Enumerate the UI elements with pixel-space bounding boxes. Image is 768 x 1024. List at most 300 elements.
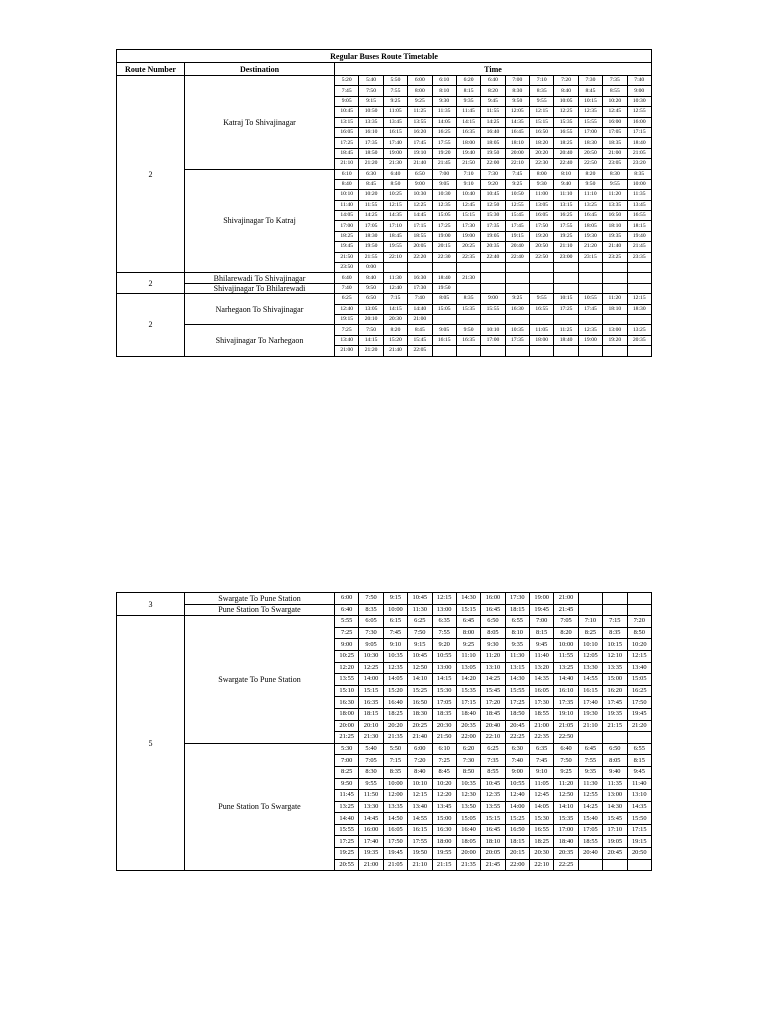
time-cell: 21:05 (554, 720, 578, 732)
time-cell: 8:30 (359, 766, 383, 778)
time-cell: 16:45 (578, 211, 602, 221)
time-cell: 20:20 (383, 720, 407, 732)
time-cell: 8:00 (408, 86, 432, 96)
time-cell: 7:55 (578, 755, 602, 767)
time-cell: 23:15 (578, 252, 602, 262)
time-cell: 19:55 (383, 242, 407, 252)
time-cell: 18:00 (335, 708, 359, 720)
time-cell: 22:40 (554, 159, 578, 169)
time-cell: 17:25 (554, 304, 578, 314)
destination-cell: Narhegaon To Shivajinagar (185, 294, 335, 325)
time-cell: 12:20 (432, 790, 456, 802)
time-cell: 17:30 (408, 283, 432, 293)
time-cell: 8:25 (578, 627, 602, 639)
time-cell: 22:30 (530, 159, 554, 169)
time-cell: 7:05 (554, 616, 578, 628)
time-cell: 8:15 (530, 627, 554, 639)
route-number-cell: 2 (117, 76, 185, 273)
time-cell: 17:45 (505, 221, 529, 231)
time-cell: 9:25 (505, 294, 529, 304)
time-cell: 16:30 (335, 697, 359, 709)
time-cell: 22:30 (432, 252, 456, 262)
time-cell: 14:25 (481, 117, 505, 127)
time-cell: 13:40 (408, 801, 432, 813)
time-cell: 14:35 (627, 801, 652, 813)
time-cell: 11:40 (335, 200, 359, 210)
time-cell: 14:30 (603, 801, 627, 813)
time-cell: 15:35 (554, 813, 578, 825)
time-cell: 12:35 (383, 662, 407, 674)
time-cell: 17:25 (505, 697, 529, 709)
time-cell: 9:25 (383, 96, 407, 106)
time-cell: 7:25 (432, 755, 456, 767)
time-cell: 18:55 (408, 231, 432, 241)
time-cell: 12:50 (554, 790, 578, 802)
time-cell: 14:25 (578, 801, 602, 813)
time-cell: 22:50 (554, 732, 578, 744)
time-cell (578, 604, 602, 616)
time-cell: 8:45 (578, 86, 602, 96)
time-cell: 15:05 (432, 304, 456, 314)
time-cell: 7:00 (335, 755, 359, 767)
time-cell: 16:45 (505, 127, 529, 137)
time-cell: 10:20 (603, 96, 627, 106)
time-cell: 8:05 (603, 755, 627, 767)
time-cell: 23:35 (627, 252, 652, 262)
time-cell: 18:40 (554, 335, 578, 345)
time-cell: 13:10 (627, 790, 652, 802)
time-cell: 12:35 (432, 200, 456, 210)
time-cell: 19:05 (603, 836, 627, 848)
time-cell: 13:00 (432, 662, 456, 674)
time-cell: 19:25 (335, 848, 359, 860)
time-cell: 9:40 (603, 766, 627, 778)
time-cell: 16:15 (383, 127, 407, 137)
time-cell: 21:10 (335, 159, 359, 169)
time-cell: 6:45 (456, 616, 480, 628)
time-cell: 15:35 (456, 685, 480, 697)
time-cell: 7:45 (505, 169, 529, 179)
time-cell: 13:25 (554, 662, 578, 674)
time-cell: 22:10 (383, 252, 407, 262)
time-cell: 22:00 (456, 732, 480, 744)
time-cell: 20:15 (432, 242, 456, 252)
time-cell (603, 314, 627, 324)
time-cell: 10:30 (627, 96, 652, 106)
time-cell: 19:55 (432, 848, 456, 860)
time-cell: 10:35 (456, 778, 480, 790)
time-cell: 7:50 (359, 86, 383, 96)
time-cell: 16:55 (530, 824, 554, 836)
time-cell: 15:55 (335, 824, 359, 836)
time-cell: 19:40 (627, 231, 652, 241)
time-cell: 5:40 (359, 743, 383, 755)
time-cell: 21:30 (359, 732, 383, 744)
time-cell: 8:40 (408, 766, 432, 778)
time-cell: 8:20 (481, 86, 505, 96)
time-cell: 18:55 (530, 708, 554, 720)
time-cell: 19:00 (456, 231, 480, 241)
time-cell: 18:55 (578, 836, 602, 848)
time-cell: 18:30 (578, 138, 602, 148)
time-cell: 10:10 (335, 190, 359, 200)
time-cell: 8:10 (554, 169, 578, 179)
time-cell (627, 732, 652, 744)
time-cell: 23:50 (335, 263, 359, 273)
time-cell: 18:50 (505, 708, 529, 720)
time-cell: 19:15 (335, 314, 359, 324)
time-cell: 15:30 (432, 685, 456, 697)
time-cell: 22:20 (408, 252, 432, 262)
time-cell: 13:35 (359, 117, 383, 127)
time-cell: 8:10 (505, 627, 529, 639)
time-cell: 18:10 (505, 138, 529, 148)
time-cell (432, 314, 456, 324)
time-cell: 15:05 (432, 211, 456, 221)
time-cell: 6:10 (335, 169, 359, 179)
time-cell: 14:45 (408, 211, 432, 221)
time-cell: 9:55 (530, 294, 554, 304)
time-cell (530, 263, 554, 273)
time-cell: 20:35 (554, 848, 578, 860)
time-cell (530, 314, 554, 324)
time-cell: 17:35 (505, 335, 529, 345)
time-cell (530, 273, 554, 283)
destination-cell: Pune Station To Swargate (185, 604, 335, 616)
time-cell: 16:50 (530, 127, 554, 137)
time-cell: 8:05 (481, 627, 505, 639)
time-cell: 19:45 (627, 708, 652, 720)
time-cell: 16:40 (481, 127, 505, 137)
time-cell: 18:15 (359, 708, 383, 720)
time-cell: 7:50 (408, 627, 432, 639)
time-cell: 16:50 (603, 211, 627, 221)
time-cell: 21:20 (359, 159, 383, 169)
time-cell: 18:40 (554, 836, 578, 848)
time-cell: 9:05 (432, 325, 456, 335)
time-cell: 6:55 (627, 743, 652, 755)
time-cell: 6:20 (456, 743, 480, 755)
time-cell: 18:35 (432, 708, 456, 720)
time-cell: 16:30 (432, 824, 456, 836)
time-cell: 21:25 (335, 732, 359, 744)
time-cell: 19:50 (481, 148, 505, 158)
time-cell: 19:30 (578, 708, 602, 720)
table-row (117, 76, 652, 86)
time-cell: 21:00 (603, 148, 627, 158)
time-cell: 18:15 (627, 221, 652, 231)
time-cell: 22:25 (505, 732, 529, 744)
time-cell: 18:00 (432, 836, 456, 848)
time-cell: 22:00 (481, 159, 505, 169)
time-cell (383, 263, 407, 273)
time-cell: 9:45 (481, 96, 505, 106)
time-cell: 16:25 (627, 685, 652, 697)
time-cell: 16:55 (627, 211, 652, 221)
time-cell: 8:45 (408, 325, 432, 335)
time-cell (505, 273, 529, 283)
time-cell: 18:40 (456, 708, 480, 720)
time-cell: 8:40 (335, 179, 359, 189)
time-cell: 13:25 (578, 200, 602, 210)
time-cell: 10:45 (481, 778, 505, 790)
time-cell: 13:05 (359, 304, 383, 314)
time-cell: 21:40 (408, 732, 432, 744)
time-cell: 9:20 (432, 639, 456, 651)
time-cell (627, 263, 652, 273)
time-cell: 18:30 (627, 304, 652, 314)
time-cell: 13:55 (408, 117, 432, 127)
time-cell: 10:45 (408, 593, 432, 605)
time-cell: 22:35 (456, 252, 480, 262)
time-cell: 7:25 (335, 627, 359, 639)
time-cell: 15:15 (481, 813, 505, 825)
time-cell: 11:45 (456, 107, 480, 117)
time-cell: 13:45 (432, 801, 456, 813)
time-cell (603, 593, 627, 605)
timetable-top (116, 49, 652, 357)
time-cell (627, 283, 652, 293)
time-cell: 22:40 (505, 252, 529, 262)
time-cell: 10:00 (383, 778, 407, 790)
time-cell: 12:15 (627, 294, 652, 304)
time-cell: 13:15 (335, 117, 359, 127)
time-cell: 17:55 (554, 221, 578, 231)
timetable-bottom (116, 592, 652, 871)
time-cell (627, 346, 652, 356)
time-cell: 9:00 (335, 639, 359, 651)
time-cell: 7:15 (603, 616, 627, 628)
time-cell: 21:15 (603, 720, 627, 732)
time-cell: 17:45 (603, 697, 627, 709)
time-cell: 6:35 (432, 616, 456, 628)
time-cell: 20:45 (603, 848, 627, 860)
time-cell: 9:55 (530, 96, 554, 106)
time-cell: 9:20 (481, 179, 505, 189)
time-cell: 9:45 (627, 766, 652, 778)
time-cell: 10:15 (578, 96, 602, 106)
time-cell: 7:00 (530, 616, 554, 628)
time-cell: 11:30 (578, 778, 602, 790)
time-cell (603, 859, 627, 871)
header-route-number: Route Number (117, 63, 185, 76)
time-cell: 7:20 (627, 616, 652, 628)
time-cell: 8:50 (383, 179, 407, 189)
time-cell: 19:10 (408, 148, 432, 158)
time-cell: 22:10 (505, 159, 529, 169)
time-cell: 8:25 (335, 766, 359, 778)
time-cell (530, 346, 554, 356)
time-cell: 14:40 (335, 813, 359, 825)
time-cell: 20:20 (530, 148, 554, 158)
time-cell: 20:55 (335, 859, 359, 871)
time-cell: 16:15 (408, 824, 432, 836)
time-cell: 6:00 (335, 593, 359, 605)
time-cell: 6:40 (383, 169, 407, 179)
time-cell: 21:40 (603, 242, 627, 252)
time-cell: 18:15 (505, 604, 529, 616)
time-cell: 17:05 (359, 221, 383, 231)
time-cell: 22:10 (481, 732, 505, 744)
time-cell: 18:00 (530, 335, 554, 345)
time-cell: 12:40 (383, 283, 407, 293)
time-cell: 12:55 (578, 790, 602, 802)
destination-cell: Pune Station To Swargate (185, 743, 335, 871)
time-cell: 10:50 (505, 190, 529, 200)
time-cell: 20:10 (359, 720, 383, 732)
table-row (117, 169, 652, 179)
time-cell: 9:05 (335, 96, 359, 106)
time-cell: 13:45 (383, 117, 407, 127)
time-cell: 12:30 (456, 790, 480, 802)
header-time: Time (335, 63, 652, 76)
time-cell: 9:25 (456, 639, 480, 651)
time-cell: 17:50 (530, 221, 554, 231)
time-cell: 13:55 (335, 674, 359, 686)
time-cell: 21:00 (408, 314, 432, 324)
time-cell: 17:25 (335, 138, 359, 148)
time-cell: 8:30 (505, 86, 529, 96)
time-cell: 8:15 (627, 755, 652, 767)
time-cell: 15:05 (456, 813, 480, 825)
time-cell: 18:10 (603, 304, 627, 314)
time-cell: 22:40 (481, 252, 505, 262)
time-cell (603, 732, 627, 744)
time-cell (578, 593, 602, 605)
time-cell: 16:05 (530, 685, 554, 697)
route-number-cell: 5 (117, 616, 185, 871)
time-cell (554, 263, 578, 273)
time-cell: 10:55 (432, 650, 456, 662)
time-cell: 10:30 (408, 190, 432, 200)
time-cell: 14:40 (554, 674, 578, 686)
time-cell: 7:50 (359, 325, 383, 335)
time-cell: 8:50 (627, 627, 652, 639)
time-cell: 17:50 (627, 697, 652, 709)
time-cell: 21:20 (627, 720, 652, 732)
time-cell: 18:30 (359, 231, 383, 241)
time-cell: 20:50 (578, 148, 602, 158)
time-cell: 14:15 (456, 117, 480, 127)
time-cell: 16:30 (408, 273, 432, 283)
time-cell: 19:45 (383, 848, 407, 860)
time-cell: 16:05 (383, 824, 407, 836)
table-row (117, 325, 652, 335)
time-cell: 11:30 (383, 273, 407, 283)
time-cell: 10:35 (505, 325, 529, 335)
time-cell: 16:05 (335, 127, 359, 137)
time-cell: 15:45 (505, 211, 529, 221)
time-cell (603, 346, 627, 356)
time-cell: 19:00 (578, 335, 602, 345)
time-cell: 21:45 (554, 604, 578, 616)
time-cell: 9:10 (530, 766, 554, 778)
time-cell (481, 273, 505, 283)
time-cell: 12:55 (627, 107, 652, 117)
time-cell (627, 593, 652, 605)
time-cell (627, 859, 652, 871)
time-cell: 16:35 (359, 697, 383, 709)
time-cell: 18:05 (578, 221, 602, 231)
time-cell: 23:20 (627, 159, 652, 169)
time-cell: 20:35 (456, 720, 480, 732)
time-cell: 15:20 (383, 335, 407, 345)
table-row (117, 593, 652, 605)
time-cell: 6:10 (432, 76, 456, 86)
time-cell: 20:00 (456, 848, 480, 860)
time-cell: 19:15 (627, 836, 652, 848)
header-destination: Destination (185, 63, 335, 76)
route-number-cell: 2 (117, 273, 185, 294)
time-cell: 23:00 (554, 252, 578, 262)
time-cell: 17:50 (383, 836, 407, 848)
time-cell: 18:25 (554, 138, 578, 148)
time-cell: 14:10 (554, 801, 578, 813)
time-cell: 21:10 (578, 720, 602, 732)
time-cell: 19:40 (456, 148, 480, 158)
time-cell: 20:15 (505, 848, 529, 860)
table-row (117, 604, 652, 616)
time-cell: 14:55 (578, 674, 602, 686)
time-cell: 10:20 (627, 639, 652, 651)
destination-cell: Shivajinagar To Bhilarewadi (185, 283, 335, 293)
time-cell: 11:05 (530, 325, 554, 335)
time-cell: 21:35 (456, 859, 480, 871)
time-cell: 17:15 (408, 221, 432, 231)
time-cell: 13:00 (603, 790, 627, 802)
time-cell: 11:20 (603, 190, 627, 200)
time-cell: 7:45 (383, 627, 407, 639)
time-cell (481, 283, 505, 293)
time-cell (578, 263, 602, 273)
time-cell: 9:50 (456, 325, 480, 335)
table-row (117, 294, 652, 304)
route-number-cell: 3 (117, 593, 185, 616)
time-cell (603, 263, 627, 273)
time-cell: 16:30 (505, 304, 529, 314)
time-cell: 10:30 (432, 190, 456, 200)
time-cell: 22:50 (578, 159, 602, 169)
time-cell: 11:05 (530, 778, 554, 790)
time-cell: 16:00 (481, 593, 505, 605)
time-cell: 14:05 (530, 801, 554, 813)
time-cell: 16:25 (432, 127, 456, 137)
time-cell: 17:25 (335, 836, 359, 848)
time-cell: 11:20 (481, 650, 505, 662)
time-cell: 9:00 (408, 179, 432, 189)
time-cell: 15:15 (530, 117, 554, 127)
time-cell: 21:20 (578, 242, 602, 252)
time-cell: 17:30 (456, 221, 480, 231)
time-cell: 22:00 (505, 859, 529, 871)
time-cell (554, 314, 578, 324)
time-cell: 9:40 (554, 179, 578, 189)
time-cell: 20:00 (505, 148, 529, 158)
time-cell: 11:25 (408, 107, 432, 117)
time-cell: 15:30 (481, 211, 505, 221)
time-cell: 16:35 (456, 127, 480, 137)
table-row (117, 743, 652, 755)
time-cell: 18:25 (335, 231, 359, 241)
time-cell: 21:05 (383, 859, 407, 871)
time-cell: 8:20 (578, 169, 602, 179)
time-cell (408, 263, 432, 273)
time-cell: 19:35 (603, 231, 627, 241)
time-cell: 14:05 (432, 117, 456, 127)
time-cell: 10:00 (554, 639, 578, 651)
time-cell: 21:00 (359, 859, 383, 871)
time-cell: 17:25 (432, 221, 456, 231)
